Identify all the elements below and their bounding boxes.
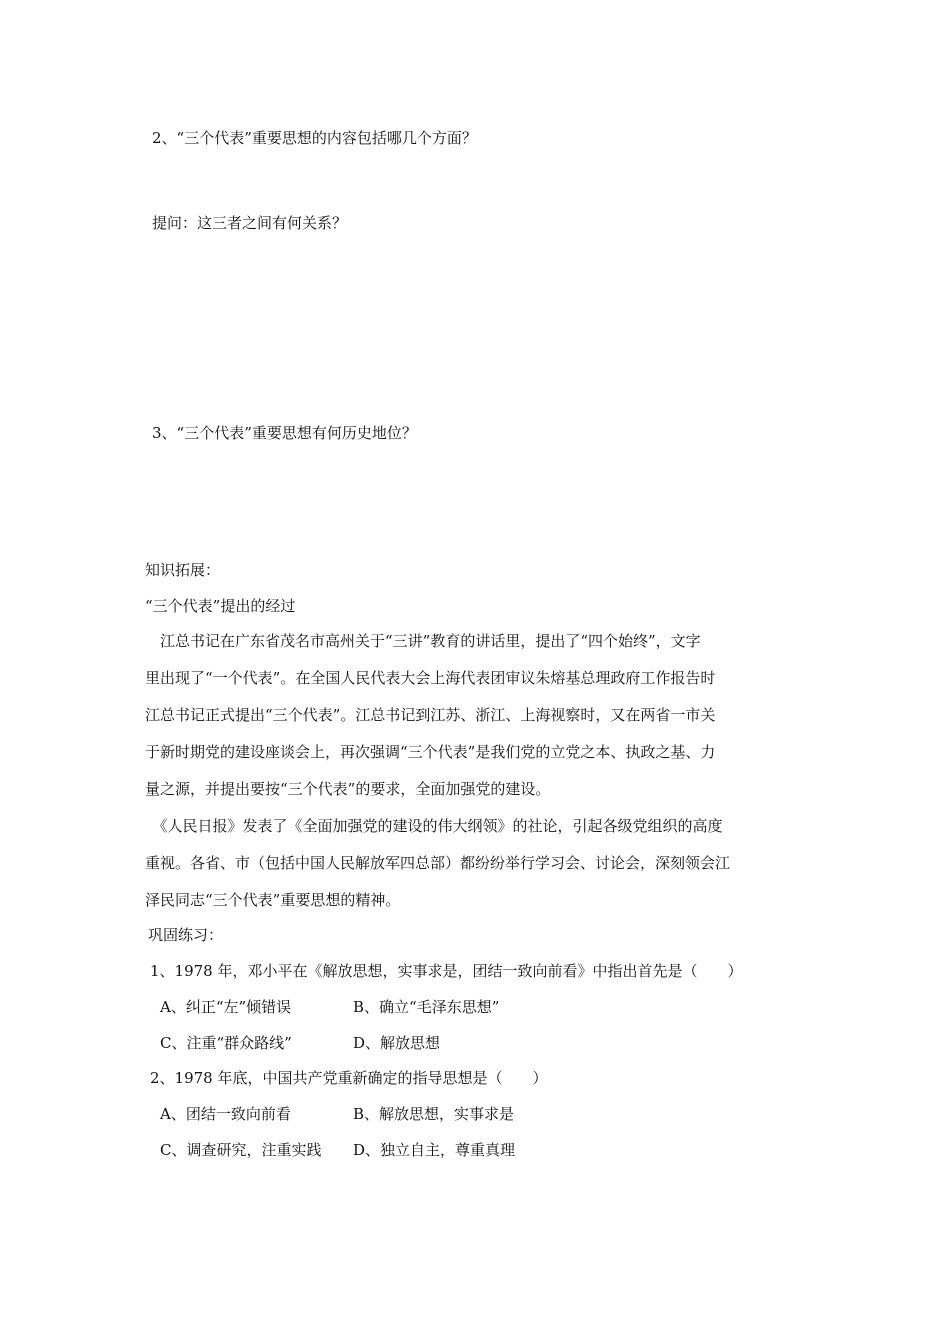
practice-heading: 巩固练习： (148, 926, 224, 944)
paragraph-line: 江总书记正式提出“三个代表”。江总书记到江苏、浙江、上海视察时，又在两省一市关 (145, 706, 716, 724)
question-stem: 2、1978 年底，中国共产党重新确定的指导思想是（ ） (150, 1069, 548, 1087)
option-a: A、团结一致向前看 (160, 1105, 291, 1123)
question-2-followup: 提问：这三者之间有何关系？ (152, 214, 348, 232)
paragraph-line: 于新时期党的建设座谈会上，再次强调“三个代表”是我们党的立党之本、执政之基、力 (145, 743, 716, 761)
option-d: D、解放思想 (353, 1034, 441, 1052)
question-2: 2、“三个代表”重要思想的内容包括哪几个方面？ (152, 129, 477, 147)
question-stem: 1、1978 年，邓小平在《解放思想，实事求是，团结一致向前看》中指出首先是（ ） (150, 962, 743, 980)
option-b: B、解放思想，实事求是 (353, 1105, 515, 1123)
paragraph-line: 量之源，并提出要按“三个代表”的要求，全面加强党的建设。 (145, 780, 551, 798)
option-a: A、纠正“左”倾错误 (160, 998, 292, 1016)
option-c: C、注重“群众路线” (160, 1034, 292, 1052)
paragraph-line: 泽民同志“三个代表”重要思想的精神。 (145, 891, 401, 909)
question-3: 3、“三个代表”重要思想有何历史地位？ (152, 424, 417, 442)
option-b: B、确立“毛泽东思想” (353, 998, 500, 1016)
option-d: D、独立自主，尊重真理 (353, 1141, 516, 1159)
paragraph-line: 重视。各省、市（包括中国人民解放军四总部）都纷纷举行学习会、讨论会，深刻领会江 (145, 854, 731, 872)
paragraph-line: 里出现了“一个代表”。在全国人民代表大会上海代表团审议朱熔基总理政府工作报告时 (145, 669, 716, 687)
paragraph-line: 《人民日报》发表了《全面加强党的建设的伟大纲领》的社论，引起各级党组织的高度 (145, 817, 723, 835)
extension-subheading: “三个代表”提出的经过 (145, 597, 296, 615)
paragraph-line: 江总书记在广东省茂名市高州关于“三讲”教育的讲话里，提出了“四个始终”，文字 (145, 632, 701, 650)
option-c: C、调查研究，注重实践 (160, 1141, 322, 1159)
extension-heading: 知识拓展： (145, 561, 221, 579)
